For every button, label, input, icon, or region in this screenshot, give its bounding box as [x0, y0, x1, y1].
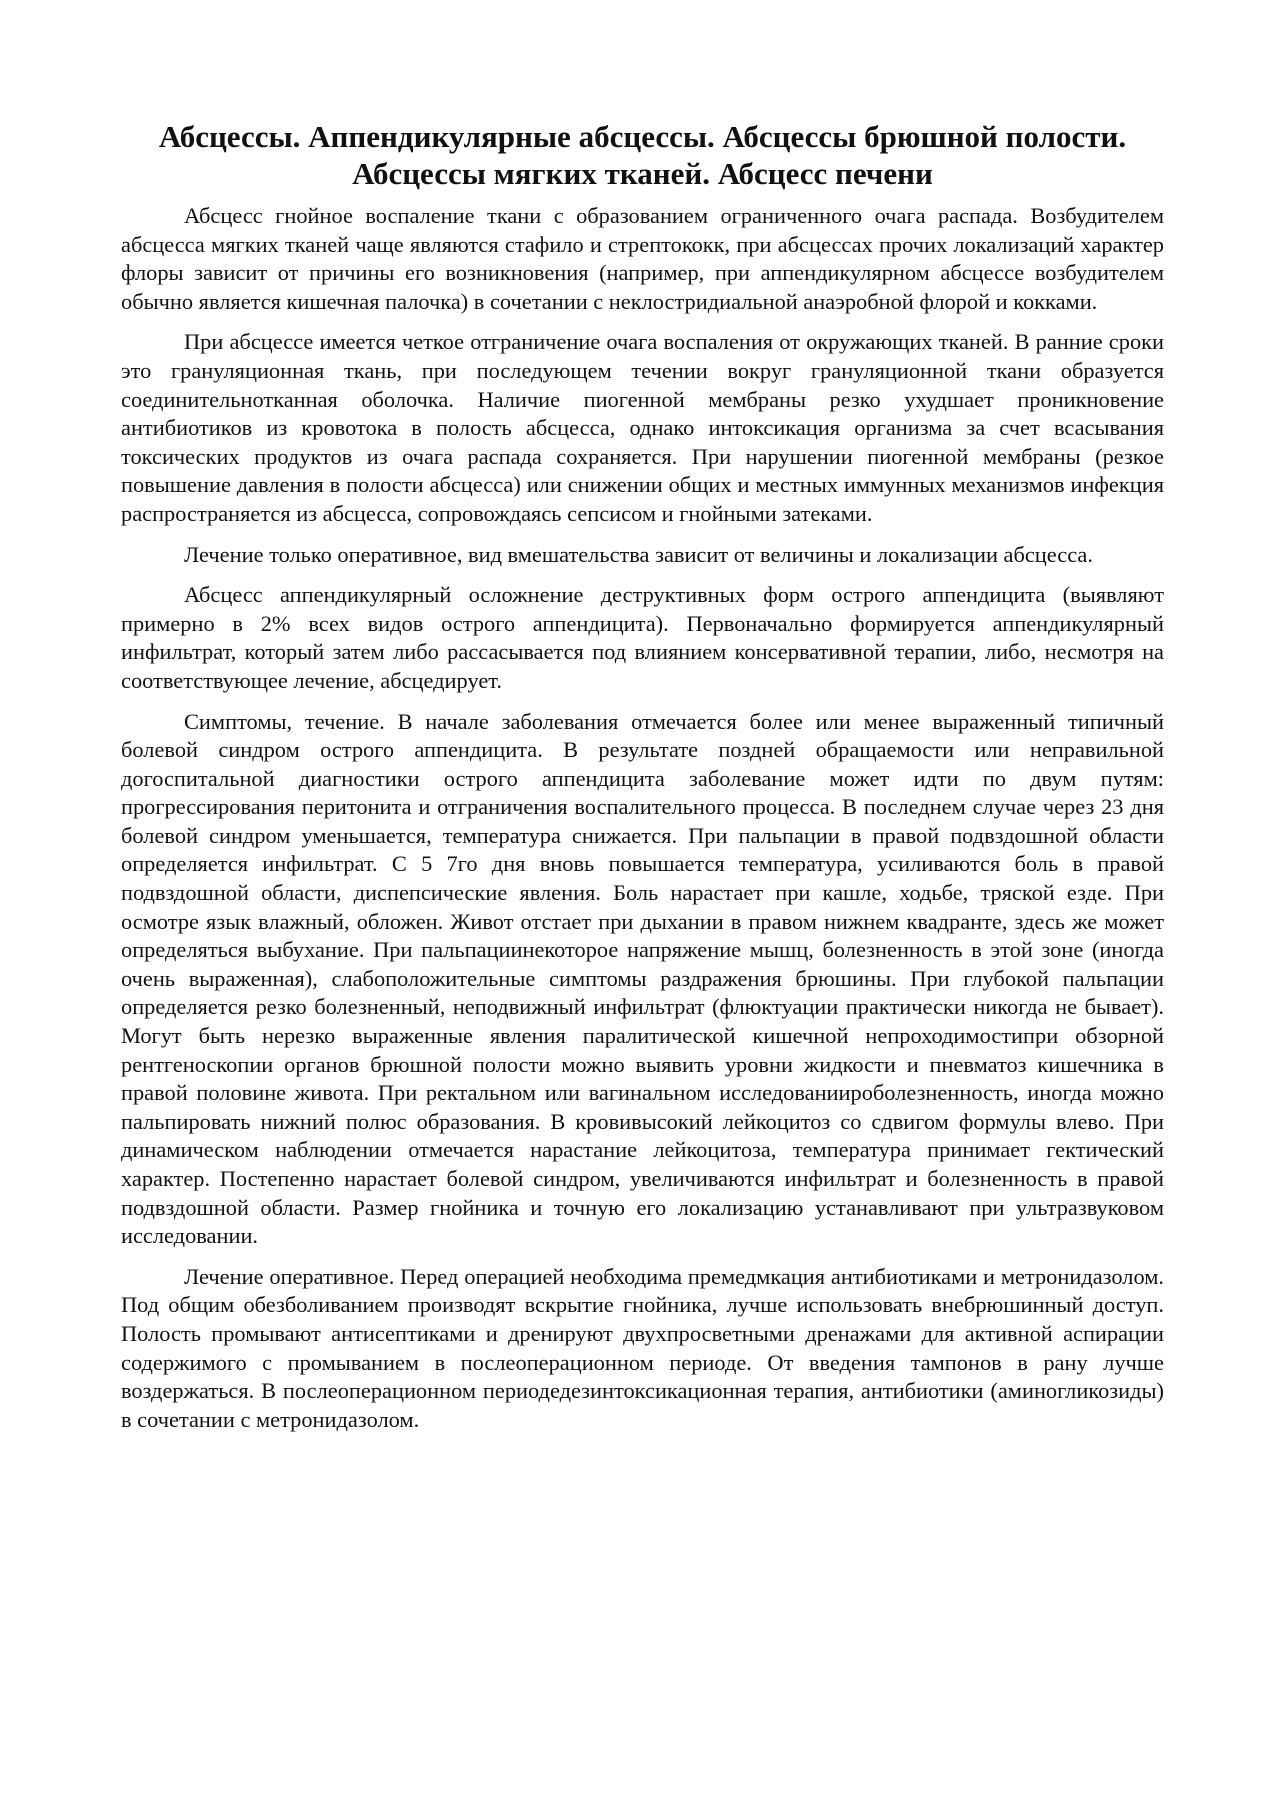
paragraph-abscess-treatment: Лечение только оперативное, вид вмешательства зависит от величины и локализации абсцесса. — [184, 541, 1093, 567]
document-title: Абсцессы. Аппендикулярные абсцессы. Абсцессы брюшной полости. Абсцессы мягких тканей. Абсцесс печени — [158, 119, 1127, 191]
paragraph-symptoms: Симптомы, течение. В начале заболевания отмечается более или менее выраженный типичный болевой синдром острого аппендицита. В результате поздней обращаемости или неправильной догоспитальной диагностики острого аппендицита заболевание может идти по двум путям: прогрессирования перитонита и отграничения воспалительного процесса. В последнем случае через 23 дня болевой синдром уменьшается, температура снижается. При пальпации в правой подвздошной области определяется инфильтрат. С 5 7го дня вновь повышается температура, усиливаются боль в правой подвздошной области, диспепсические явления. Боль нарастает при кашле, ходьбе, тряской езде. При осмотре язык влажный, обложен. Живот отстает при дыхании в правом нижнем квадранте, здесь же может определяться выбухание. При пальпациинекоторое напряжение мышц, болезненность в этой зоне (иногда очень выраженная), слабоположительные симптомы раздражения брюшины. При глубокой пальпации определяется резко болезненный, неподвижный инфильтрат (флюктуации практически никогда не бывает). Могут быть нерезко выраженные явления паралитической кишечной непроходимостипри обзорной рентгеноскопии органов брюшной полости можно выявить уровни жидкости и пневматоз кишечника в правой половине живота. При ректальном или вагинальном исследованиироболезненность, иногда можно пальпировать нижний полюс образования. В кровивысокий лейкоцитоз со сдвигом формулы влево. При динамическом наблюдении отмечается нарастание лейкоцитоза, температура принимает гектический характер. Постепенно нарастает болевой синдром, увеличиваются инфильтрат и болезненность в правой подвздошной области. Размер гнойника и точную его локализацию устанавливают при ультразвуковом исследовании. — [121, 708, 1164, 1249]
paragraph-abscess-capsule: При абсцессе имеется четкое отграничение очага воспаления от окружающих тканей. В ранние сроки это грануляционная ткань, при последующем течении вокруг грануляционной ткани образуется соединительнотканная оболочка. Наличие пиогенной мембраны резко ухудшает проникновение антибиотиков из кровотока в полость абсцесса, однако интоксикация организма за счет всасывания токсических продуктов из очага распада сохраняется. При нарушении пиогенной мембраны (резкое повышение давления в полости абсцесса) или снижении общих и местных иммунных механизмов инфекция распространяется из абсцесса, сопровождаясь сепсисом и гнойными затеками. — [121, 329, 1164, 526]
paragraph-abscess-definition: Абсцесс гнойное воспаление ткани с образованием ограниченного очага распада. Возбудителем абсцесса мягких тканей чаще являются стафило и стрептококк, при абсцессах прочих локализаций характер флоры зависит от причины его возникновения (например, при аппендикулярном абсцессе возбудителем обычно является кишечная палочка) в сочетании с неклостридиальной анаэробной флорой и кокками. — [121, 203, 1164, 314]
paragraph-operative-treatment: Лечение оперативное. Перед операцией необходима премедмкация антибиотиками и метронидазолом. Под общим обезболиванием производят вскрытие гнойника, лучше использовать внебрюшинный доступ. Полость промывают антисептиками и дренируют двухпросветными дренажами для активной аспирации содержимого с промыванием в послеоперационном периоде. От введения тампонов в рану лучше воздержаться. В послеоперационном периодедезинтоксикационная терапия, антибиотики (аминогликозиды) в сочетании с метронидазолом. — [121, 1263, 1164, 1432]
paragraph-appendicular-abscess: Абсцесс аппендикулярный осложнение деструктивных форм острого аппендицита (выявляют примерно в 2% всех видов острого аппендицита). Первоначально формируется аппендикулярный инфильтрат, который затем либо рассасывается под влиянием консервативной терапии, либо, несмотря на соответствующее лечение, абсцедирует. — [121, 582, 1164, 693]
document-page — [121, 118, 1164, 1446]
